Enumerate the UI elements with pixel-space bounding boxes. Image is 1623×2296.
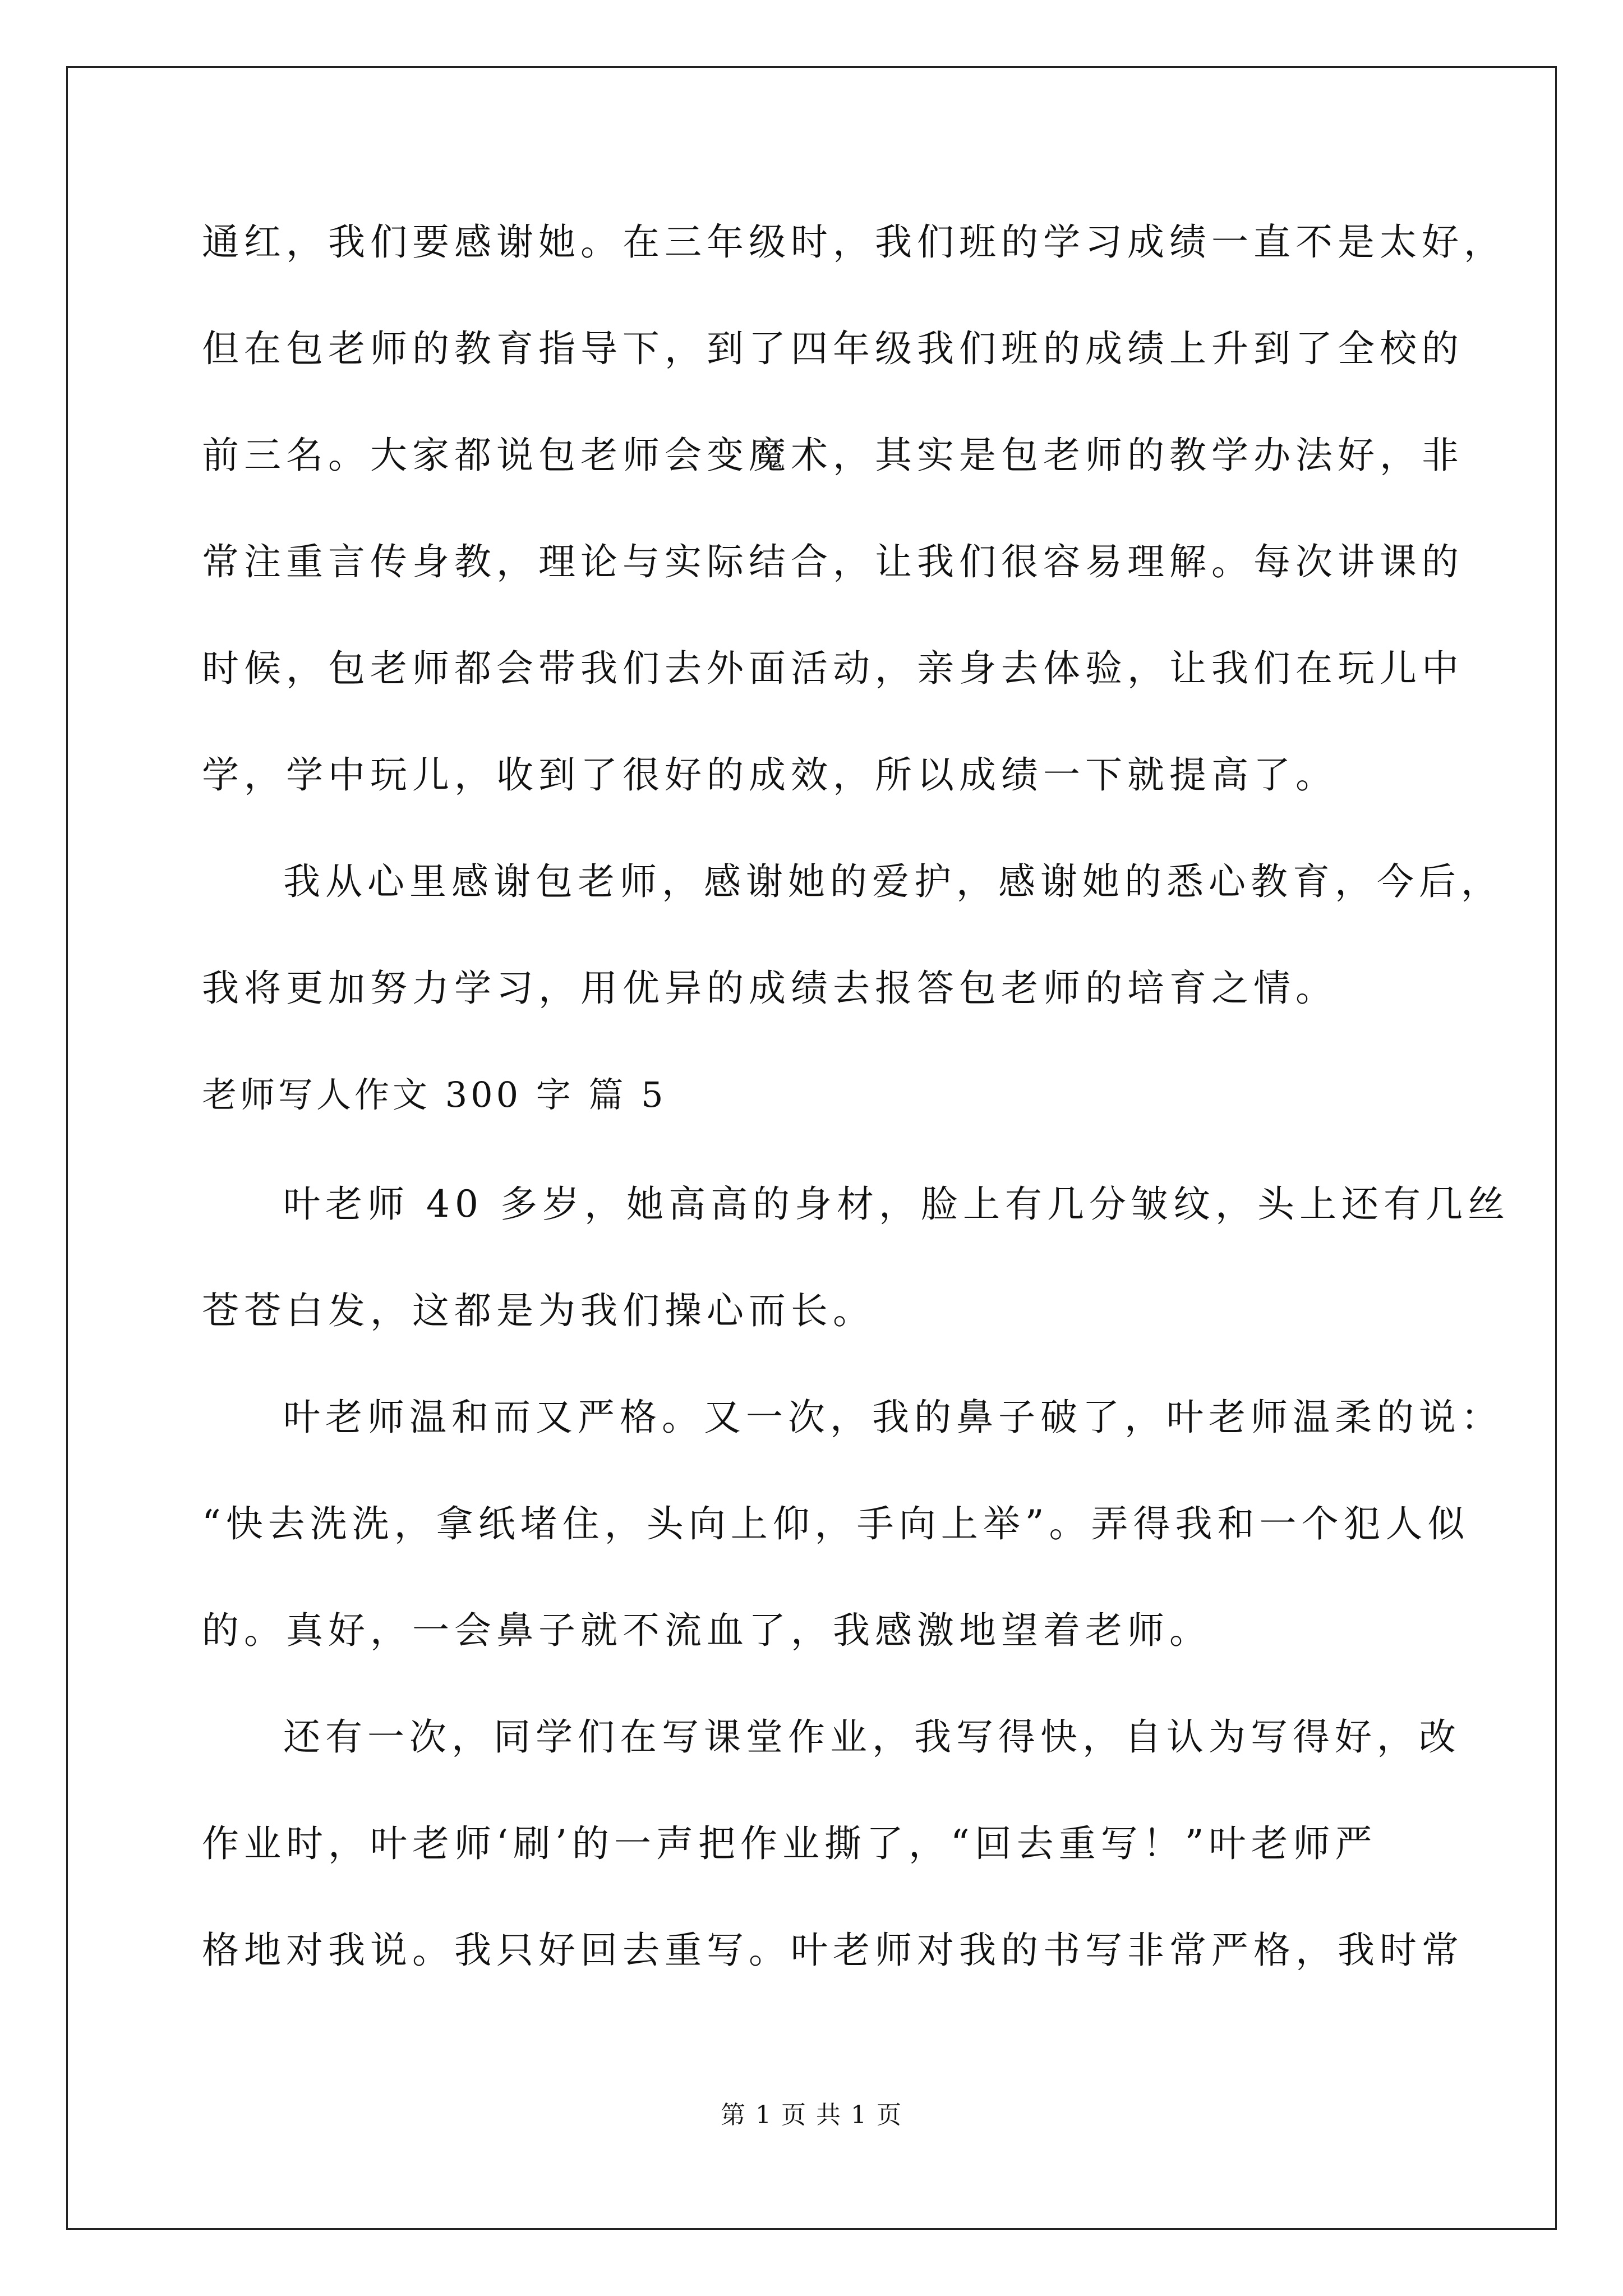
text-line: 但在包老师的教育指导下，到了四年级我们班的成绩上升到了全校的	[202, 327, 1464, 370]
text-line: 时候，包老师都会带我们去外面活动，亲身去体验，让我们在玩儿中	[202, 647, 1464, 690]
section-heading: 老师写人作文 300 字 篇 5	[202, 1074, 667, 1115]
text-line: 常注重言传身教，理论与实际结合，让我们很容易理解。每次讲课的	[202, 540, 1464, 583]
text-line: 作业时，叶老师‘刷’的一声把作业撕了，“回去重写！”叶老师严	[202, 1822, 1377, 1865]
text-line: 叶老师温和而又严格。又一次，我的鼻子破了，叶老师温柔的说：	[283, 1396, 1503, 1439]
text-line: 学，学中玩儿，收到了很好的成效，所以成绩一下就提高了。	[202, 753, 1338, 797]
text-line: 通红，我们要感谢她。在三年级时，我们班的学习成绩一直不是太好，	[202, 220, 1506, 264]
text-line: 的。真好，一会鼻子就不流血了，我感激地望着老师。	[202, 1609, 1211, 1652]
page-border	[66, 66, 1557, 2230]
text-line: 苍苍白发，这都是为我们操心而长。	[202, 1289, 875, 1332]
text-line: 格地对我说。我只好回去重写。叶老师对我的书写非常严格，我时常	[202, 1929, 1464, 1972]
text-line: 叶老师 40 多岁，她高高的身材，脸上有几分皱纹，头上还有几丝	[283, 1182, 1510, 1226]
page-footer: 第 1 页 共 1 页	[721, 2101, 902, 2129]
text-line: 我从心里感谢包老师，感谢她的爱护，感谢她的悉心教育，今后，	[283, 860, 1503, 903]
text-line: “快去洗洗，拿纸堵住，头向上仰，手向上举”。弄得我和一个犯人似	[202, 1502, 1470, 1545]
text-line: 我将更加努力学习，用优异的成绩去报答包老师的培育之情。	[202, 967, 1338, 1010]
text-line: 前三名。大家都说包老师会变魔术，其实是包老师的教学办法好，非	[202, 434, 1464, 477]
text-line: 还有一次，同学们在写课堂作业，我写得快，自认为写得好，改	[283, 1715, 1461, 1759]
